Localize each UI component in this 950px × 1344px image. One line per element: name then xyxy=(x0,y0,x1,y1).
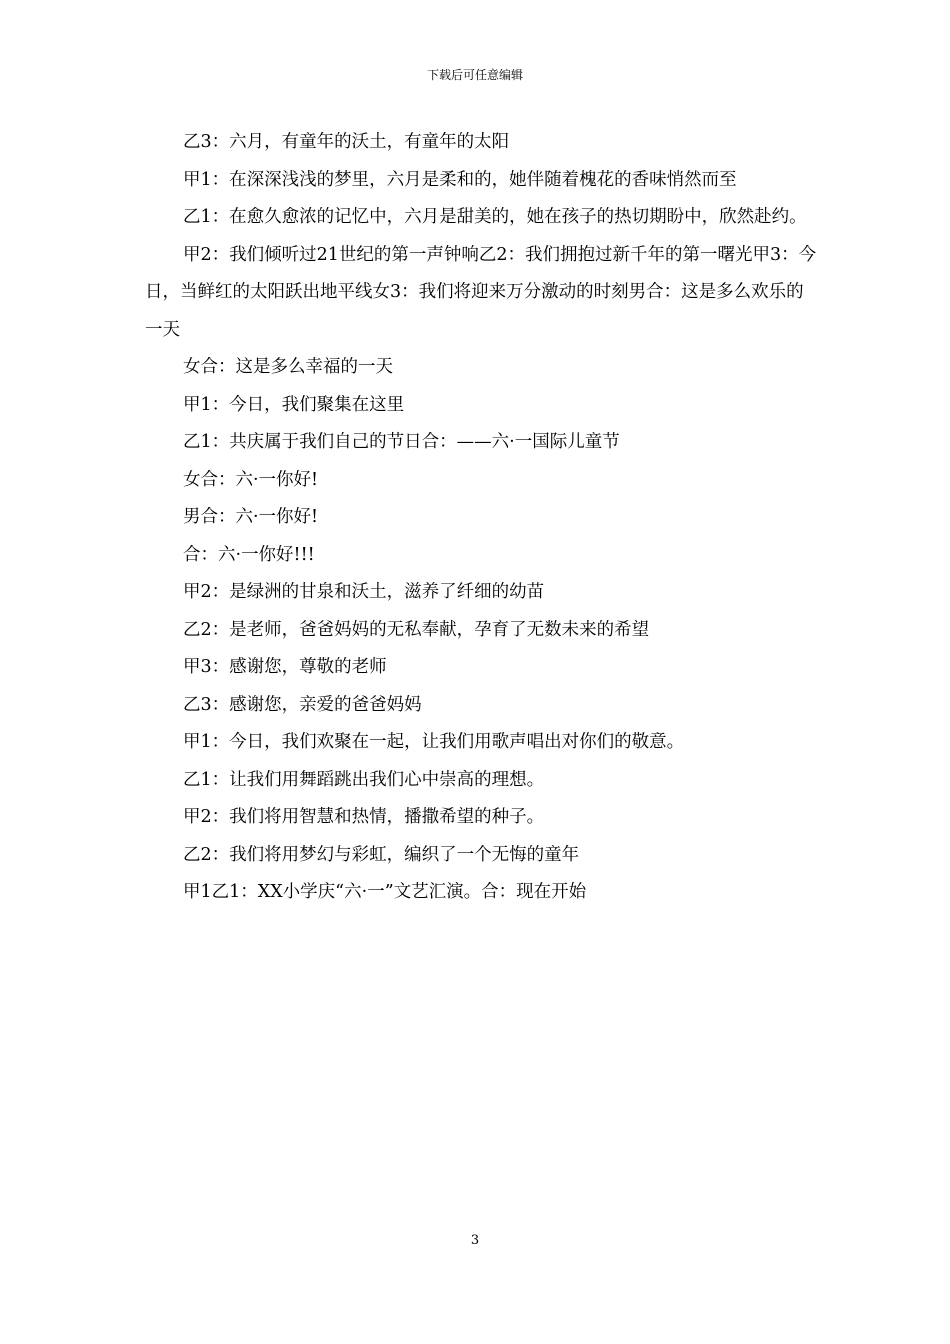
paragraph: 男合：六·一你好! xyxy=(183,507,319,527)
page-header: 下载后可任意编辑 xyxy=(426,68,523,82)
paragraph: 甲1：今日，我们聚集在这里 xyxy=(183,394,405,415)
paragraph: 乙2：我们将用梦幻与彩虹，编织了一个无悔的童年 xyxy=(183,844,580,865)
paragraph: 甲3：感谢您，尊敬的老师 xyxy=(183,657,387,677)
document-body xyxy=(145,124,820,912)
paragraph: 甲1：今日，我们欢聚在一起，让我们用歌声唱出对你们的敬意。 xyxy=(183,732,685,752)
paragraph: 女合：这是多么幸福的一天 xyxy=(183,357,393,377)
paragraph: 女合：六·一你好! xyxy=(183,469,319,490)
paragraph: 合：六·一你好!!! xyxy=(183,544,315,565)
paragraph: 甲1乙1：XX小学庆“六·一”文艺汇演。合：现在开始 xyxy=(183,882,587,902)
paragraph: 甲1：在深深浅浅的梦里，六月是柔和的，她伴随着槐花的香味悄然而至 xyxy=(183,169,737,190)
paragraph: 甲2：我们将用智慧和热情，播撒希望的种子。 xyxy=(183,807,545,827)
page-number: 3 xyxy=(470,1233,480,1248)
paragraph: 乙1：让我们用舞蹈跳出我们心中崇高的理想。 xyxy=(183,769,545,790)
paragraph: 甲2：是绿洲的甘泉和沃土，滋养了纤细的幼苗 xyxy=(183,582,545,602)
paragraph: 乙1：共庆属于我们自己的节日合：——六·一国际儿童节 xyxy=(183,432,620,452)
paragraph: 乙1：在愈久愈浓的记忆中，六月是甜美的，她在孩子的热切期盼中，欣然赴约。 xyxy=(183,207,807,227)
paragraph: 甲2：我们倾听过21世纪的第一声钟响乙2：我们拥抱过新千年的第一曙光甲3：今日，当鲜红的太阳跃出地平线女3：我们将迎来万分激动的时刻男合：这是多么欢乐的一天 xyxy=(145,244,817,340)
paragraph: 乙3：六月，有童年的沃土，有童年的太阳 xyxy=(183,132,510,152)
paragraph: 乙2：是老师，爸爸妈妈的无私奉献，孕育了无数未来的希望 xyxy=(183,619,650,640)
paragraph: 乙3：感谢您，亲爱的爸爸妈妈 xyxy=(183,694,422,715)
